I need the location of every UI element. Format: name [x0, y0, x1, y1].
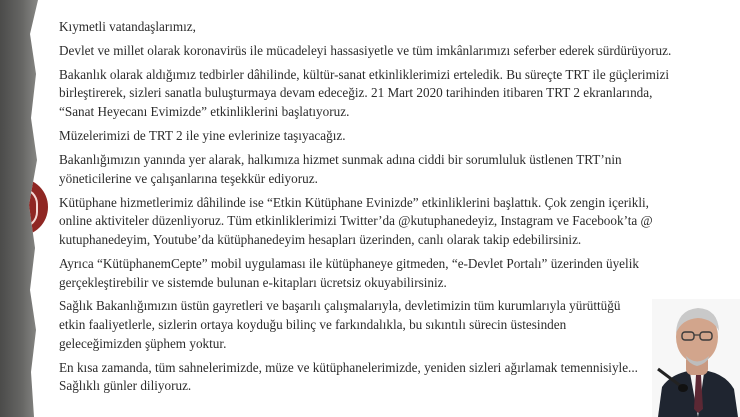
- paragraph-covid-fight: Devlet ve millet olarak koronavirüs ile mücadeleyi hassasiyetle ve tüm imkânlarımızı seferber ederek sürdürüyoruz.: [59, 42, 672, 58]
- paragraph-mobile-app: Ayrıca “KütüphanemCepte” mobil uygulaması ile kütüphaneye gitmeden, “e-Devlet Portalı” üzerinden üyelik gerçekleştirebilir ve sistemde bulunan e-kitapları ücretsiz okuyabilirsiniz.: [59, 255, 639, 290]
- minister-photo-illustration: [652, 299, 740, 417]
- paragraph-health-ministry: Sağlık Bakanlığımızın üstün gayretleri ve başarılı çalışmalarıyla, devletimizin tüm kurumlarıyla yürüttüğü etkin faaliyetlerle, sizlerin ortaya koyduğu bilinç ve farkındalıkla, bu sıkıntılı sürecin üstesinden geleceğimizden şüphem yoktur.: [59, 298, 621, 351]
- letter-body: [59, 18, 679, 401]
- paragraph-library-online: Kütüphane hizmetlerimiz dâhilinde ise “Etkin Kütüphane Evinizde” etkinliklerini başlattık. Çok zengin içerikli, online aktiviteler düzenliyoruz. Tüm etkinliklerimizi Twitter’da @kutuphanedeyiz, Instagram ve Facebook’ta @ kutuphanedeyim, Youtube’da kütüphanedeyim hesapları üzerinden, canlı olarak takip edebilirsiniz.: [59, 194, 653, 247]
- paragraph-thanks-trt: Bakanlığımızın yanında yer alarak, halkımıza hizmet sunmak adına ciddi bir sorumluluk üstlenen TRT’nin yöneticilerine ve çalışanlarına teşekkür ediyoruz.: [59, 151, 622, 186]
- minister-photo: [652, 299, 740, 417]
- microphone-head: [678, 384, 688, 392]
- paragraph-museums: Müzelerimizi de TRT 2 ile yine evlerinize taşıyacağız.: [59, 128, 346, 144]
- paragraph-trt-partnership: Bakanlık olarak aldığımız tedbirler dâhilinde, kültür-sanat etkinliklerimizi erteledik. Bu süreçte TRT ile güçlerimizi birleştirerek, sizleri sanatla buluşturmaya devam edeceğiz. 21 Mart 2020 tarihinden itibaren TRT 2 ekranlarında, “Sanat Heyecanı Evimizde” etkinliklerini başlatıyoruz.: [59, 66, 670, 120]
- letter-greeting: Kıymetli vatandaşlarımız,: [59, 19, 196, 34]
- paragraph-closing: En kısa zamanda, tüm sahnelerimizde, müze ve kütüphanelerimizde, yeniden sizleri ağırlamak temennisiyle... Sağlıklı günler diliyoruz.: [59, 359, 638, 394]
